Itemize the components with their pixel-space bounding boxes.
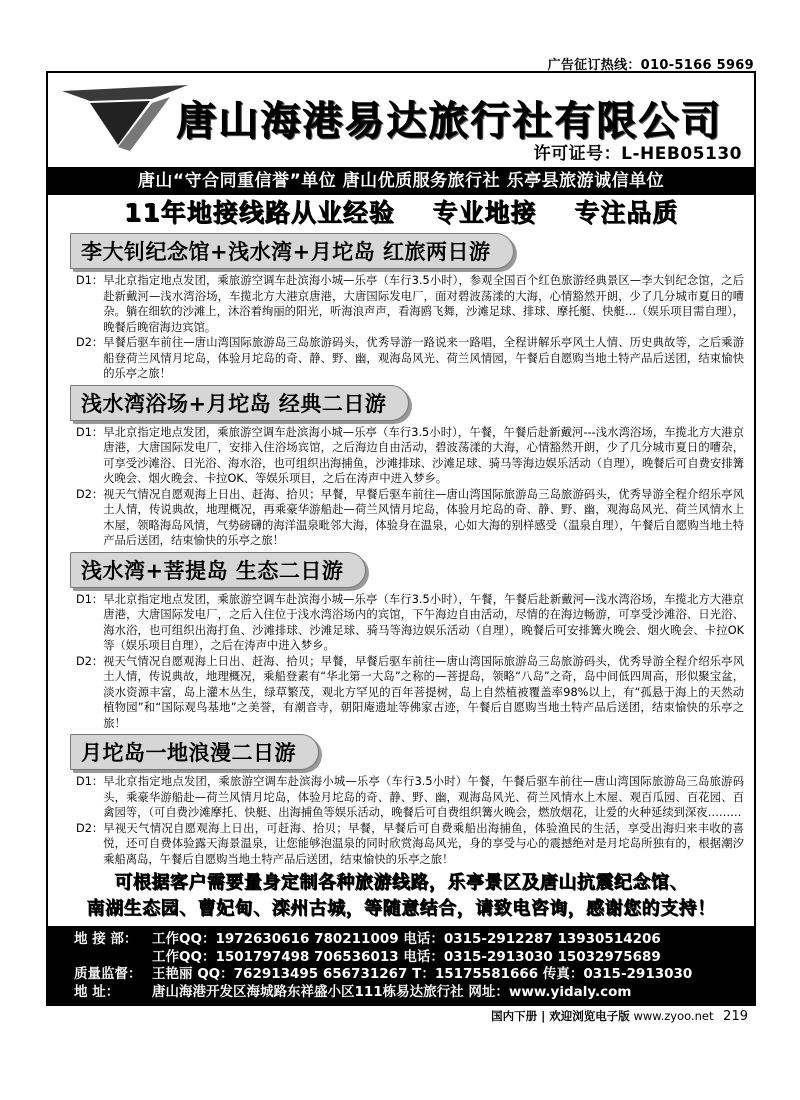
contact-row — [74, 931, 742, 949]
contact-panel — [48, 926, 754, 1004]
route-title: 李大钊纪念馆+浅水湾+月坨岛 红旅两日游 — [70, 233, 514, 269]
route-day — [76, 487, 744, 549]
honor-bar: 唐山“守合同重信誉”单位 唐山优质服务旅行社 乐亭县旅游诚信单位 — [48, 167, 754, 195]
day-label: D2： — [76, 821, 104, 835]
contact-row — [74, 949, 742, 967]
contact-row — [74, 984, 742, 1002]
day-text: 早北京指定地点发团，乘旅游空调车赴滨海小城—乐亭（车行3.5小时），午餐，午餐后赴新戴河---浅水湾浴场，车揽北方大港京唐港，大唐国际发电厂，安排入住浴场宾馆，之后海边自由活动，碧波荡漾的大海，心情豁然开朗，少了几分城市夏日的嘈杂，可享受沙滩浴、日光浴、海水浴，也可组织出海捕鱼，沙滩排球、沙滩足球、骑马等海边娱乐活动（自理），晚餐后可自费安排篝火晚会、烟火晚会、卡拉OK、等娱乐项目，之后在涛声中进入梦乡。 — [103, 425, 744, 485]
route-title: 浅水湾浴场+月坨岛 经典二日游 — [70, 385, 409, 421]
route-title: 月坨岛一地浪漫二日游 — [70, 734, 319, 770]
contact-value: 工作QQ：1501797498 706536013 电话：0315-2913030 15032975689 — [152, 948, 661, 965]
route-2 — [48, 385, 754, 550]
day-text: 视天气情况自愿观海上日出、赶海、拾贝；早餐，早餐后驱车前往—唐山湾国际旅游岛三岛旅游码头，优秀导游全程介绍乐亭风土人情，传说典故，地理概况，再乘豪华游船赴—荷兰风情月坨岛，体验月坨岛的奇、静、野、幽，观海岛风光、荷兰风情水上木屋，领略海岛风情，气势磅礴的海洋温泉毗邻大海，体验身在温泉，心如大海的别样感受（温泉自理），午餐后自愿购当地土特产品后送团，结束愉快的乐亭之旅！ — [103, 487, 744, 547]
contact-key: 质量监督： — [74, 966, 142, 982]
day-label: D2： — [76, 654, 104, 668]
route-day — [76, 425, 744, 487]
route-day — [76, 592, 744, 654]
contact-value: 王艳丽 QQ：762913495 656731267 T：15175581666 传真：0315-2913030 — [152, 966, 693, 982]
contact-row — [74, 966, 742, 984]
day-label: D2： — [76, 336, 104, 349]
ad-hotline: 广告征订热线：010-5166 5969 — [547, 58, 754, 73]
contact-key — [74, 949, 152, 967]
header — [48, 73, 754, 167]
contact-key: 地 接 部： — [74, 931, 138, 947]
footer-url[interactable]: www.zyoo.net — [633, 1009, 714, 1023]
day-text: 早餐后驱车前往—唐山湾国际旅游岛三岛旅游码头，优秀导游一路说来一路唱，全程讲解乐亭风土人情、历史典故等，之后乘游船登荷兰风情月坨岛，体验月坨岛的奇、静、野、幽，观海岛风光、荷兰风情园，午餐后自愿购当地土特产品后送团，结束愉快的乐亭之旅！ — [103, 336, 744, 380]
closing-line: 可根据客户需要量身定制各种旅游线路，乐亭景区及唐山抗震纪念馆、 — [114, 872, 688, 893]
company-name: 唐山海港易达旅行社有限公司 — [176, 98, 722, 144]
closing-line: 南湖生态园、曹妃甸、滦州古城，等随意结合，请致电咨询，感谢您的支持！ — [86, 898, 716, 919]
day-text: 视天气情况自愿观海上日出、赶海、拾贝；早餐，早餐后驱车前往—唐山湾国际旅游岛三岛旅游码头，优秀导游全程介绍乐亭风土人情，传说典故，地理概况，乘船登素有“华北第一大岛”之称的—菩提岛，领略“八岛”之奇，岛中间低四周高，形似聚宝盆，淡水资源丰富，岛上灌木丛生，绿草繁茂，观北方罕见的百年菩提树，岛上自然植被覆盖率98%以上，有“孤悬于海上的天然动植物园”和“国际观鸟基地”之美誉，有潮音寺，朝阳庵遗址等佛家古迹，午餐后自愿购当地土特产品后送团，结束愉快的乐亭之旅！ — [103, 654, 744, 730]
route-4 — [48, 734, 754, 868]
slogan-experience: 11年地接线路从业经验 — [123, 198, 395, 227]
slogan-quality: 专注品质 — [574, 198, 679, 227]
day-text: 早北京指定地点发团，乘旅游空调车赴滨海小城—乐亭（车行3.5小时），午餐，午餐后赴新戴河—浅水湾浴场，车揽北方大港京唐港，大唐国际发电厂，之后入住位于浅水湾浴场内的宾馆，下午海边自由活动，尽情的在海边畅游，可享受沙滩浴、日光浴、海水浴，也可组织出海打鱼、沙滩排球、沙滩足球、骑马等海边娱乐活动（自理），晚餐后可安排篝火晚会、烟火晚会、卡拉OK等（娱乐项目自理），之后在涛声中进入梦乡。 — [103, 592, 744, 652]
day-label: D2： — [76, 487, 104, 501]
route-day — [76, 273, 744, 335]
closing-message — [48, 870, 754, 922]
company-logo — [60, 81, 190, 161]
day-label: D1： — [76, 775, 104, 788]
ad-frame — [46, 71, 756, 1006]
contact-value: 工作QQ：1972630616 780211009 电话：0315-2912287 13930514206 — [152, 931, 661, 947]
route-day — [76, 335, 744, 382]
route-3 — [48, 552, 754, 733]
day-label: D1： — [76, 274, 104, 287]
footer-text: 国内下册 | 欢迎浏览电子版 — [491, 1009, 630, 1023]
page-footer — [491, 1008, 748, 1024]
contact-key: 地 址： — [74, 983, 120, 1000]
slogan-row — [48, 195, 754, 231]
route-day — [76, 774, 744, 821]
route-1 — [48, 233, 754, 383]
page-number: 219 — [723, 1009, 748, 1024]
slogan-professional: 专业地接 — [432, 198, 537, 227]
day-label: D1： — [76, 592, 104, 606]
day-text: 早视天气情况自愿观海上日出，可赶海、拾贝；早餐，早餐后可自费乘船出海捕鱼，体验渔民的生活，享受出海归来丰收的喜悦，还可自费体验露天海景温泉，让您能够泡温泉的同时欣赏海岛风光，身的享受与心的震撼绝对是月坨岛所独有的，根据潮汐乘船离岛，午餐后自愿购当地土特产品后送团，结束愉快的乐亭之旅！ — [103, 821, 744, 866]
route-day — [76, 821, 744, 868]
license-number: 许可证号：L-HEB05130 — [533, 144, 742, 164]
route-day — [76, 654, 744, 732]
contact-value: 唐山海港开发区海城路东祥盛小区111栋易达旅行社 网址：www.yidaly.com — [152, 983, 632, 1000]
day-text: 早北京指定地点发团，乘旅游空调车赴滨海小城—乐亭（车行3.5小时），参观全国百个红色旅游经典景区—李大钊纪念馆，之后赴新戴河—浅水湾浴场，车揽北方大港京唐港，大唐国际发电厂，面对碧波荡漾的大海，心情豁然开朗，少了几分城市夏日的嘈杂。躺在细软的沙滩上，沐浴着绚丽的阳光，听海浪声声，看海鸥飞舞，沙滩足球、排球、摩托艇、快艇…（娱乐项目需自理），晚餐后晚宿海边宾馆。 — [103, 274, 744, 334]
route-title: 浅水湾+菩提岛 生态二日游 — [70, 552, 366, 588]
day-label: D1： — [76, 425, 104, 439]
day-text: 早北京指定地点发团，乘旅游空调车赴滨海小城—乐亭（车行3.5小时）午餐，午餐后驱车前往—唐山湾国际旅游岛三岛旅游码头，乘豪华游船赴—荷兰风情月坨岛，体验月坨岛的奇、静、野、幽，观海岛风光、荷兰风情水上木屋、观百瓜园、百花园、百禽园等，（可自费沙滩摩托、快艇、出海捕鱼等娱乐活动，晚餐后可自费组织篝火晚会，燃放烟花，让爱的火种延续到深夜……… — [103, 775, 744, 819]
